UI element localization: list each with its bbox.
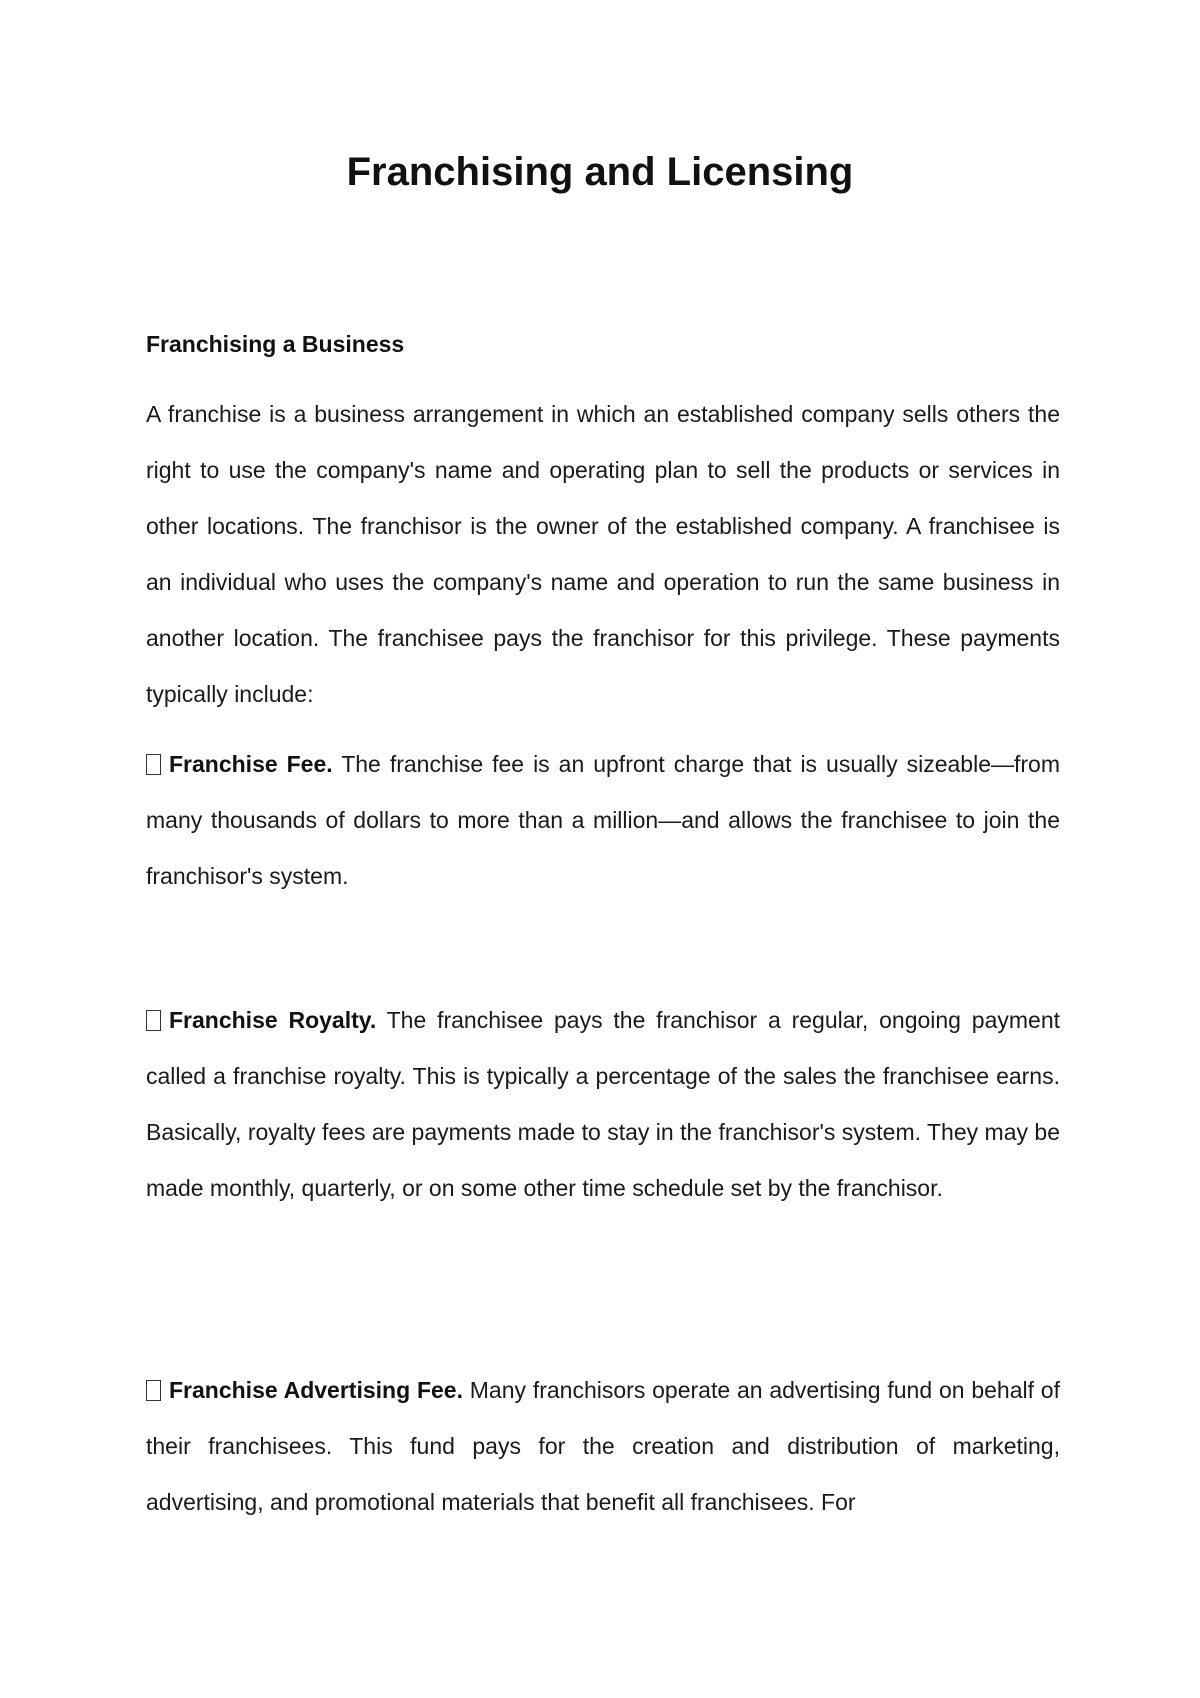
bullet-franchise-advertising-fee — [146, 1362, 1060, 1530]
checkbox-bullet-icon — [146, 1380, 161, 1401]
bullet-franchise-royalty — [146, 992, 1060, 1216]
intro-paragraph: A franchise is a business arrangement in which an established company sells others the right to use the company's name and operating plan to sell the products or services in other locations. The franchisor is the owner of the established company. A franchisee is an individual who uses the company's name and operation to run the same business in another location. The franchisee pays the franchisor for this privilege. These payments typically include: — [146, 401, 1060, 707]
bullet-franchise-fee — [146, 736, 1060, 904]
checkbox-bullet-icon — [146, 754, 161, 775]
bullet-term: Franchise Royalty. — [169, 1007, 377, 1033]
bullet-text: The franchisee pays the franchisor a regular, ongoing payment called a franchise royalty. This is typically a percentage of the sales the franchisee earns. Basically, royalty fees are payments made to stay in the franchisor's system. They may be made monthly, quarterly, or on some other time schedule set by the franchisor. — [146, 1007, 1060, 1201]
bullet-text: The franchise fee is an upfront charge that is usually sizeable—from many thousands of dollars to more than a million—and allows the franchisee to join the franchisor's system. — [146, 751, 1060, 889]
bullet-text: Many franchisors operate an advertising fund on behalf of their franchisees. This fund pays for the creation and distribution of marketing, advertising, and promotional materials that benefit all franchisees. For — [146, 1377, 1060, 1515]
section-heading: Franchising a Business — [146, 331, 405, 357]
bullet-term: Franchise Advertising Fee. — [169, 1377, 463, 1403]
page-title: Franchising and Licensing — [346, 150, 854, 194]
bullet-term: Franchise Fee. — [169, 751, 333, 777]
checkbox-bullet-icon — [146, 1010, 161, 1031]
